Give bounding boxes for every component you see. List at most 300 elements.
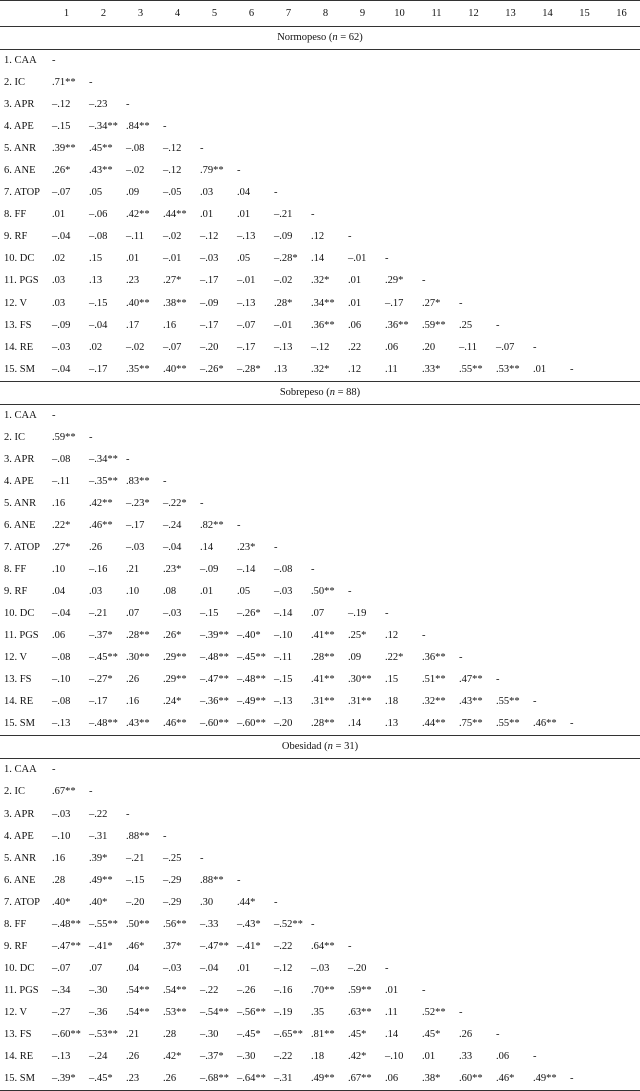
table-cell [492, 826, 529, 848]
table-cell [603, 493, 640, 515]
table-cell [529, 914, 566, 936]
table-cell: .43** [89, 165, 113, 177]
table-cell [529, 781, 566, 803]
table-cell: - [163, 121, 167, 133]
row-label: 2. IC [4, 431, 25, 443]
table-cell: –.60** [200, 718, 229, 730]
table-cell [455, 94, 492, 116]
table-cell [492, 759, 529, 782]
table-cell: –.08 [274, 564, 293, 576]
table-cell [455, 204, 492, 226]
table-cell [159, 781, 196, 803]
table-cell: .26 [126, 1051, 140, 1063]
table-cell: .60** [455, 1068, 492, 1091]
table-row [0, 1024, 640, 1046]
table-cell [455, 116, 492, 138]
table-cell: .12 [385, 630, 399, 642]
table-cell: –.08 [126, 143, 145, 155]
table-row [0, 1002, 640, 1024]
table-cell [455, 471, 492, 493]
table-cell [344, 138, 381, 160]
table-cell [418, 826, 455, 848]
table-cell: - [422, 630, 426, 642]
table-cell [418, 848, 455, 870]
table-cell [381, 781, 418, 803]
table-cell: –.10 [52, 830, 71, 842]
table-cell [455, 138, 492, 160]
table-cell [196, 781, 233, 803]
table-cell: .26 [159, 1068, 196, 1091]
table-cell [529, 204, 566, 226]
table-cell: .28 [52, 874, 66, 886]
table-cell [344, 870, 381, 892]
table-row [0, 226, 640, 248]
table-cell: .29** [163, 652, 187, 664]
table-cell [307, 138, 344, 160]
table-cell: .27* [52, 542, 71, 553]
table-cell [529, 50, 566, 73]
table-cell [381, 50, 418, 73]
table-cell [418, 50, 455, 73]
table-cell: –.21 [126, 852, 145, 864]
table-cell [566, 449, 603, 471]
table-cell [566, 160, 603, 182]
table-cell: .22* [52, 519, 71, 531]
table-cell: .02 [52, 253, 66, 265]
table-cell: .67** [52, 786, 76, 798]
table-row [0, 515, 640, 537]
table-cell: .53** [496, 363, 520, 375]
table-cell [603, 337, 640, 359]
table-cell: - [533, 696, 537, 708]
table-cell [566, 826, 603, 848]
table-cell: .07 [126, 608, 140, 620]
table-cell: .23* [163, 564, 182, 576]
table-cell: .50** [311, 586, 335, 598]
column-header: 7 [270, 1, 307, 27]
table-cell: .43** [459, 696, 483, 708]
table-cell [492, 914, 529, 936]
table-row [0, 669, 640, 691]
table-cell: .13 [89, 275, 103, 287]
table-cell [196, 116, 233, 138]
table-cell [381, 404, 418, 427]
table-cell [381, 848, 418, 870]
table-row [0, 72, 640, 94]
table-cell: –.41* [89, 940, 113, 952]
row-label: 4. APE [4, 475, 34, 487]
table-cell [270, 493, 307, 515]
table-cell [159, 404, 196, 427]
table-cell: - [459, 1006, 463, 1018]
table-cell [418, 116, 455, 138]
table-body [0, 27, 640, 1091]
table-cell [455, 515, 492, 537]
table-cell: .41** [311, 674, 335, 686]
table-cell: .30 [200, 896, 214, 908]
section-title-n: n [332, 32, 338, 43]
row-label: 4. APE [4, 121, 34, 133]
section-header-row [0, 381, 640, 404]
table-cell: .28** [311, 718, 335, 730]
table-cell [196, 759, 233, 782]
table-cell: –.14 [237, 564, 256, 576]
table-cell: .44** [163, 209, 187, 221]
table-cell [492, 116, 529, 138]
table-cell [233, 759, 270, 782]
table-cell [122, 50, 159, 73]
table-cell [603, 50, 640, 73]
table-cell [529, 848, 566, 870]
table-cell: .88** [126, 830, 150, 842]
row-label: 7. ATOP [4, 187, 40, 199]
table-cell [529, 315, 566, 337]
table-cell [529, 449, 566, 471]
table-cell: –.12 [52, 99, 71, 111]
table-cell [196, 94, 233, 116]
table-cell [418, 160, 455, 182]
table-cell [381, 870, 418, 892]
table-cell [418, 404, 455, 427]
table-cell [455, 270, 492, 292]
table-cell: .31** [348, 696, 372, 708]
table-cell: –.04 [89, 319, 108, 331]
row-label: 1. CAA [4, 55, 37, 67]
table-cell [529, 248, 566, 270]
column-header: 11 [418, 1, 455, 27]
table-cell [529, 182, 566, 204]
table-cell [381, 581, 418, 603]
table-cell: –.03 [52, 808, 71, 820]
table-cell: –.04 [52, 608, 71, 620]
table-cell [418, 72, 455, 94]
table-cell: –.40* [237, 630, 261, 642]
table-cell: –.25 [163, 852, 182, 864]
table-cell: –.12 [274, 962, 293, 974]
table-cell [529, 116, 566, 138]
table-cell: .01 [52, 209, 66, 221]
column-header: 6 [233, 1, 270, 27]
table-cell: .04 [237, 187, 251, 199]
table-cell: .26 [459, 1028, 473, 1040]
table-cell [529, 427, 566, 449]
table-cell [492, 559, 529, 581]
table-cell: –.10 [52, 674, 71, 686]
column-header: 14 [529, 1, 566, 27]
table-cell: –.04 [163, 542, 182, 553]
row-label: 4. APE [4, 830, 34, 842]
table-cell: –.29 [163, 896, 182, 908]
row-label: 3. APR [4, 99, 35, 111]
table-cell [381, 471, 418, 493]
table-cell: .42** [126, 209, 150, 221]
table-cell: - [237, 165, 241, 177]
table-cell: –.09 [200, 564, 219, 576]
table-cell [196, 427, 233, 449]
table-row [0, 625, 640, 647]
table-cell: .46** [163, 718, 187, 730]
table-cell [381, 160, 418, 182]
table-cell [492, 427, 529, 449]
table-cell: .23 [126, 275, 140, 287]
row-label: 12. V [4, 297, 28, 309]
table-cell: .06 [348, 319, 362, 331]
table-cell [603, 293, 640, 315]
table-cell [603, 226, 640, 248]
table-cell [529, 958, 566, 980]
table-cell: .09 [126, 187, 140, 199]
table-cell [455, 72, 492, 94]
table-cell [566, 72, 603, 94]
table-cell [344, 404, 381, 427]
table-cell: .01 [348, 275, 362, 287]
table-cell [455, 759, 492, 782]
table-cell: .05 [237, 586, 251, 598]
table-cell [603, 759, 640, 782]
table-cell: –.07 [496, 341, 515, 353]
table-cell: –.43* [237, 918, 261, 930]
table-cell [492, 50, 529, 73]
table-cell [381, 116, 418, 138]
table-cell [418, 204, 455, 226]
table-cell: –.24 [89, 1051, 108, 1063]
table-cell: –.11 [52, 475, 70, 487]
table-cell: –.31 [270, 1068, 307, 1091]
table-cell: - [496, 319, 500, 331]
table-cell [344, 559, 381, 581]
table-cell: –.13 [237, 297, 256, 309]
table-cell [529, 892, 566, 914]
table-cell [233, 138, 270, 160]
table-cell: .23 [122, 1068, 159, 1091]
table-cell [529, 647, 566, 669]
row-label: 10. DC [4, 962, 35, 974]
table-cell: –.03 [274, 586, 293, 598]
section-title-suffix: = 31) [332, 741, 359, 753]
table-cell: .47** [459, 674, 483, 686]
header-corner [0, 1, 48, 27]
table-cell [566, 848, 603, 870]
table-cell: .46* [492, 1068, 529, 1091]
table-cell: - [237, 874, 241, 886]
table-cell [603, 647, 640, 669]
table-cell [270, 471, 307, 493]
table-row [0, 980, 640, 1002]
table-cell [418, 559, 455, 581]
table-cell [270, 72, 307, 94]
table-cell [529, 94, 566, 116]
table-cell: .03 [52, 297, 66, 309]
table-cell: –.17 [89, 696, 108, 708]
table-cell [418, 226, 455, 248]
table-cell: –.20 [274, 718, 293, 730]
table-cell [233, 804, 270, 826]
table-cell: .59** [52, 431, 76, 443]
table-cell [455, 537, 492, 559]
table-cell: –.12 [200, 231, 219, 243]
table-cell: - [459, 297, 463, 309]
table-cell [307, 870, 344, 892]
table-cell: - [348, 231, 352, 243]
table-cell [492, 94, 529, 116]
table-cell [529, 293, 566, 315]
table-cell: –.48** [200, 652, 229, 664]
table-cell [492, 625, 529, 647]
table-cell [418, 870, 455, 892]
table-cell [418, 449, 455, 471]
table-cell [196, 72, 233, 94]
table-cell [307, 404, 344, 427]
table-cell [566, 870, 603, 892]
table-cell: .46** [533, 718, 557, 730]
table-cell [492, 404, 529, 427]
table-cell [344, 537, 381, 559]
table-cell [603, 270, 640, 292]
table-cell: .29* [385, 275, 404, 287]
table-cell [566, 781, 603, 803]
table-cell: –.15 [89, 297, 108, 309]
table-cell [603, 515, 640, 537]
table-cell [603, 559, 640, 581]
table-cell [270, 50, 307, 73]
table-cell: –.11 [126, 231, 144, 243]
table-cell [233, 449, 270, 471]
row-label: 12. V [4, 1006, 28, 1018]
table-row [0, 603, 640, 625]
table-cell [455, 914, 492, 936]
table-cell: –.04 [52, 363, 71, 375]
table-cell: .35** [126, 363, 150, 375]
table-cell: .44* [237, 896, 256, 908]
table-cell [270, 449, 307, 471]
table-row [0, 337, 640, 359]
table-cell [566, 204, 603, 226]
table-cell [122, 759, 159, 782]
table-cell [418, 936, 455, 958]
column-header: 2 [85, 1, 122, 27]
table-cell: –.52** [274, 918, 303, 930]
table-cell: –.04 [52, 231, 71, 243]
column-header: 4 [159, 1, 196, 27]
table-cell [307, 537, 344, 559]
table-row [0, 449, 640, 471]
table-cell: .16 [163, 319, 177, 331]
table-row [0, 359, 640, 382]
table-cell: –.41* [237, 940, 261, 952]
column-header: 9 [344, 1, 381, 27]
table-cell: .22 [348, 341, 362, 353]
table-cell: .16 [52, 497, 66, 509]
table-cell: .17 [126, 319, 140, 331]
table-cell [233, 72, 270, 94]
table-cell [381, 804, 418, 826]
table-cell: .45* [422, 1028, 441, 1040]
table-cell [307, 116, 344, 138]
table-cell [307, 182, 344, 204]
section-title-prefix: Normopeso ( [277, 32, 333, 43]
table-cell: .25* [348, 630, 367, 642]
column-header-row [0, 1, 640, 27]
table-cell: .02 [89, 341, 103, 353]
table-cell: .01 [422, 1051, 436, 1063]
table-cell: –.22 [89, 808, 108, 820]
table-cell: –.05 [163, 187, 182, 199]
row-label: 2. IC [4, 786, 25, 798]
table-row [0, 759, 640, 782]
table-cell: - [422, 984, 426, 996]
table-cell [566, 337, 603, 359]
table-cell: .12 [311, 231, 325, 243]
column-header: 12 [455, 1, 492, 27]
table-cell [307, 515, 344, 537]
table-cell [381, 515, 418, 537]
table-cell: .36** [385, 319, 409, 331]
table-row [0, 892, 640, 914]
table-cell [529, 936, 566, 958]
table-cell: .01 [200, 209, 214, 221]
table-cell: –.07 [52, 187, 71, 199]
table-cell: - [348, 940, 352, 952]
table-cell [529, 493, 566, 515]
table-cell [455, 404, 492, 427]
table-cell [270, 427, 307, 449]
table-cell [603, 1068, 640, 1091]
table-cell [233, 493, 270, 515]
table-cell [529, 804, 566, 826]
table-cell [418, 958, 455, 980]
table-cell [455, 980, 492, 1002]
table-cell [455, 160, 492, 182]
table-cell [529, 270, 566, 292]
table-cell [381, 72, 418, 94]
table-cell [603, 958, 640, 980]
table-cell [566, 404, 603, 427]
table-cell: - [533, 341, 537, 353]
table-cell [455, 958, 492, 980]
table-cell: .70** [311, 984, 335, 996]
table-cell: .01 [385, 984, 399, 996]
table-row [0, 182, 640, 204]
table-cell: .36** [422, 652, 446, 664]
table-cell: –.48** [89, 718, 118, 730]
table-cell [566, 226, 603, 248]
table-cell [492, 1002, 529, 1024]
section-title [0, 27, 640, 50]
table-cell [492, 781, 529, 803]
table-cell [344, 116, 381, 138]
table-cell [566, 980, 603, 1002]
table-cell: –.23* [126, 497, 150, 509]
table-cell: - [566, 1068, 603, 1091]
table-cell [196, 404, 233, 427]
table-cell [566, 138, 603, 160]
table-cell: –.07 [163, 341, 182, 353]
table-cell: –.33 [200, 918, 219, 930]
table-cell [603, 691, 640, 713]
table-cell [603, 826, 640, 848]
table-cell [603, 870, 640, 892]
table-cell [603, 204, 640, 226]
table-cell [233, 826, 270, 848]
table-cell [196, 804, 233, 826]
table-cell [603, 1002, 640, 1024]
table-cell: .22* [385, 652, 404, 664]
table-cell [492, 471, 529, 493]
table-cell: –.02 [274, 275, 293, 287]
table-cell: .23* [237, 542, 256, 553]
column-header: 16 [603, 1, 640, 27]
table-cell: –.26* [237, 608, 261, 620]
